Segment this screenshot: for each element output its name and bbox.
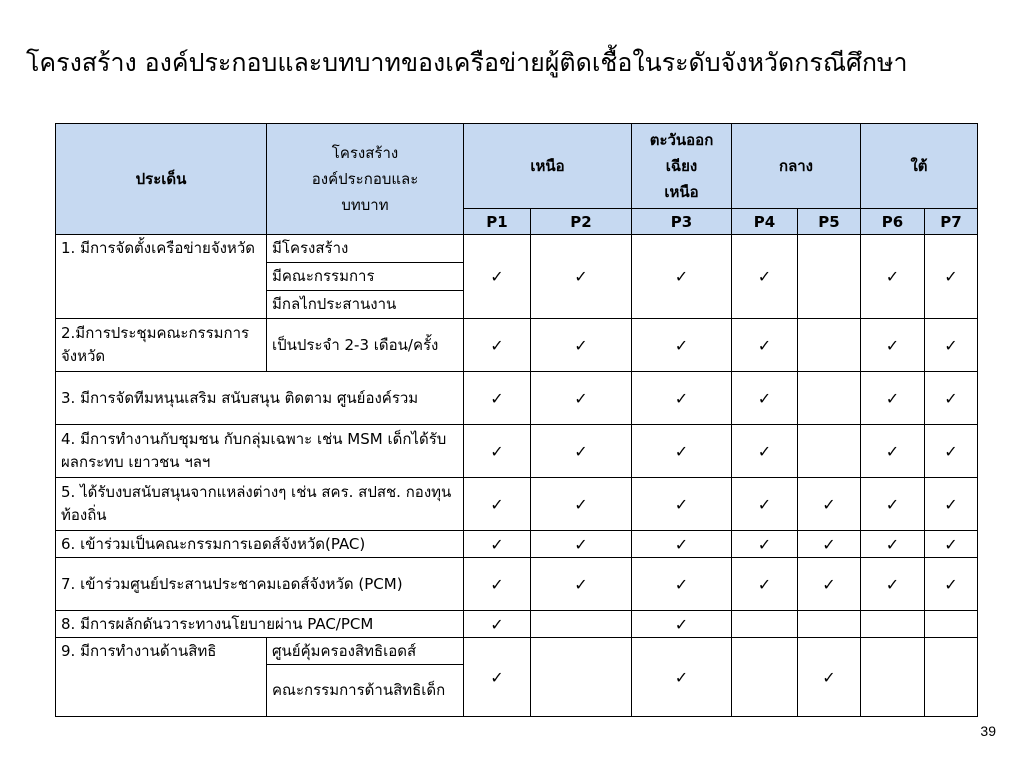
check-cell: [861, 558, 925, 611]
checkmark-icon: ✓: [885, 534, 900, 554]
check-cell: [798, 235, 861, 319]
checkmark-icon: ✓: [822, 534, 836, 554]
check-cell: [464, 235, 531, 319]
check-cell: [732, 558, 798, 611]
check-cell: [464, 372, 531, 425]
row-issue: 1. มีการจัดตั้งเครือข่ายจังหวัด: [56, 235, 267, 319]
checkmark-icon: ✓: [574, 388, 588, 408]
check-cell: [464, 531, 531, 558]
checkmark-icon: ✓: [944, 534, 958, 554]
check-cell: [464, 425, 531, 478]
header-region-northeast-text: ตะวันออก เฉียง เหนือ: [649, 131, 714, 201]
row-sub-item: เป็นประจำ 2-3 เดือน/ครั้ง: [267, 319, 464, 372]
header-province: P5: [798, 209, 861, 235]
checkmark-icon: ✓: [822, 494, 836, 514]
header-region-northeast: [632, 124, 732, 209]
check-cell: [861, 638, 925, 717]
check-cell: [531, 611, 632, 638]
check-cell: [798, 425, 861, 478]
check-cell: [464, 478, 531, 531]
row-issue: 5. ได้รับงบสนับสนุนจากแหล่งต่างๆ เช่น สคร. สปสช. กองทุนท้องถิ่น: [56, 478, 464, 531]
table-row: [56, 478, 978, 531]
header-province: P6: [861, 209, 925, 235]
check-cell: [925, 478, 978, 531]
checkmark-icon: ✓: [490, 574, 504, 594]
check-cell: [925, 372, 978, 425]
check-cell: [632, 372, 732, 425]
check-cell: [732, 235, 798, 319]
check-cell: [798, 611, 861, 638]
checkmark-icon: ✓: [822, 667, 836, 687]
check-cell: [632, 531, 732, 558]
table-row: [56, 425, 978, 478]
check-cell: [531, 558, 632, 611]
check-cell: [925, 558, 978, 611]
row-issue: 4. มีการทำงานกับชุมชน กับกลุ่มเฉพาะ เช่น MSM เด็กได้รับผลกระทบ เยาวชน ฯลฯ: [56, 425, 464, 478]
checkmark-icon: ✓: [757, 335, 772, 355]
table-row: [56, 235, 978, 263]
checkmark-icon: ✓: [944, 388, 958, 408]
checkmark-icon: ✓: [885, 441, 900, 461]
check-cell: [531, 638, 632, 717]
checkmark-icon: ✓: [674, 441, 689, 461]
check-cell: [861, 425, 925, 478]
checkmark-icon: ✓: [944, 335, 958, 355]
check-cell: [925, 425, 978, 478]
table-row: [56, 638, 978, 665]
table-row: [56, 372, 978, 425]
check-cell: [531, 235, 632, 319]
checkmark-icon: ✓: [490, 267, 504, 286]
header-region-north: เหนือ: [464, 124, 632, 209]
check-cell: [464, 611, 531, 638]
checkmark-icon: ✓: [490, 388, 504, 408]
row-sub-item: มีคณะกรรมการ: [267, 263, 464, 291]
checkmark-icon: ✓: [490, 335, 504, 355]
row-issue: 9. มีการทำงานด้านสิทธิ: [56, 638, 267, 717]
table-row: [56, 531, 978, 558]
checkmark-icon: ✓: [674, 574, 689, 594]
checkmark-icon: ✓: [757, 534, 772, 554]
checkmark-icon: ✓: [490, 614, 504, 634]
row-sub-item: มีโครงสร้าง: [267, 235, 464, 263]
checkmark-icon: ✓: [757, 574, 772, 594]
table-row: [56, 611, 978, 638]
checkmark-icon: ✓: [490, 534, 504, 554]
header-structure: [267, 124, 464, 235]
checkmark-icon: ✓: [490, 667, 504, 687]
row-sub-item: ศูนย์คุ้มครองสิทธิเอดส์: [267, 638, 464, 665]
table-row: [56, 319, 978, 372]
check-cell: [531, 425, 632, 478]
check-cell: [861, 478, 925, 531]
check-cell: [861, 319, 925, 372]
check-cell: [531, 478, 632, 531]
checkmark-icon: ✓: [574, 494, 588, 514]
checkmark-icon: ✓: [885, 494, 900, 514]
checkmark-icon: ✓: [574, 441, 588, 461]
check-cell: [732, 478, 798, 531]
check-cell: [632, 235, 732, 319]
row-issue: 7. เข้าร่วมศูนย์ประสานประชาคมเอดส์จังหวัด (PCM): [56, 558, 464, 611]
row-issue: 8. มีการผลักดันวาระทางนโยบายผ่าน PAC/PCM: [56, 611, 464, 638]
header-province: P2: [531, 209, 632, 235]
checkmark-icon: ✓: [944, 574, 958, 594]
slide-title: โครงสร้าง องค์ประกอบและบทบาทของเครือข่ายผู้ติดเชื้อในระดับจังหวัดกรณีศึกษา: [26, 48, 908, 77]
checkmark-icon: ✓: [822, 574, 836, 594]
checkmark-icon: ✓: [574, 267, 588, 286]
row-issue: 2.มีการประชุมคณะกรรมการจังหวัด: [56, 319, 267, 372]
checkmark-icon: ✓: [885, 267, 900, 286]
check-cell: [861, 611, 925, 638]
check-cell: [531, 319, 632, 372]
network-structure-table: [55, 123, 978, 717]
header-province: P1: [464, 209, 531, 235]
row-issue: 6. เข้าร่วมเป็นคณะกรรมการเอดส์จังหวัด(PAC): [56, 531, 464, 558]
checkmark-icon: ✓: [490, 494, 504, 514]
check-cell: [632, 558, 732, 611]
checkmark-icon: ✓: [674, 388, 689, 408]
checkmark-icon: ✓: [757, 388, 772, 408]
check-cell: [732, 319, 798, 372]
check-cell: [798, 372, 861, 425]
page-number: 39: [980, 723, 996, 739]
header-province: P3: [632, 209, 732, 235]
checkmark-icon: ✓: [674, 494, 689, 514]
row-sub-item: มีกลไกประสานงาน: [267, 291, 464, 319]
check-cell: [632, 478, 732, 531]
check-cell: [861, 235, 925, 319]
checkmark-icon: ✓: [944, 441, 958, 461]
check-cell: [732, 372, 798, 425]
check-cell: [732, 425, 798, 478]
header-structure-text: โครงสร้าง องค์ประกอบและ บทบาท: [311, 144, 419, 214]
checkmark-icon: ✓: [757, 267, 772, 286]
header-province: P4: [732, 209, 798, 235]
check-cell: [925, 319, 978, 372]
check-cell: [464, 638, 531, 717]
row-sub-item: คณะกรรมการด้านสิทธิเด็ก: [267, 665, 464, 717]
header-issue: ประเด็น: [56, 124, 267, 235]
header-province: P7: [925, 209, 978, 235]
check-cell: [632, 319, 732, 372]
checkmark-icon: ✓: [674, 335, 689, 355]
checkmark-icon: ✓: [885, 388, 900, 408]
check-cell: [925, 611, 978, 638]
check-cell: [732, 638, 798, 717]
check-cell: [632, 425, 732, 478]
check-cell: [531, 531, 632, 558]
check-cell: [732, 531, 798, 558]
checkmark-icon: ✓: [757, 441, 772, 461]
check-cell: [531, 372, 632, 425]
row-issue: 3. มีการจัดทีมหนุนเสริม สนับสนุน ติดตาม ศูนย์องค์รวม: [56, 372, 464, 425]
check-cell: [925, 531, 978, 558]
check-cell: [925, 638, 978, 717]
checkmark-icon: ✓: [757, 494, 772, 514]
checkmark-icon: ✓: [944, 494, 958, 514]
checkmark-icon: ✓: [944, 267, 958, 286]
check-cell: [798, 319, 861, 372]
checkmark-icon: ✓: [674, 614, 689, 634]
header-region-central: กลาง: [732, 124, 861, 209]
check-cell: [464, 319, 531, 372]
header-region-south: ใต้: [861, 124, 978, 209]
checkmark-icon: ✓: [490, 441, 504, 461]
checkmark-icon: ✓: [674, 534, 689, 554]
check-cell: [632, 611, 732, 638]
check-cell: [732, 611, 798, 638]
check-cell: [464, 558, 531, 611]
table-row: [56, 558, 978, 611]
check-cell: [925, 235, 978, 319]
check-cell: [861, 372, 925, 425]
checkmark-icon: ✓: [885, 574, 900, 594]
check-cell: [798, 478, 861, 531]
checkmark-icon: ✓: [574, 574, 588, 594]
checkmark-icon: ✓: [574, 335, 588, 355]
check-cell: [861, 531, 925, 558]
check-cell: [798, 638, 861, 717]
check-cell: [632, 638, 732, 717]
checkmark-icon: ✓: [674, 267, 689, 286]
checkmark-icon: ✓: [674, 667, 689, 687]
checkmark-icon: ✓: [885, 335, 900, 355]
check-cell: [798, 558, 861, 611]
checkmark-icon: ✓: [574, 534, 588, 554]
check-cell: [798, 531, 861, 558]
